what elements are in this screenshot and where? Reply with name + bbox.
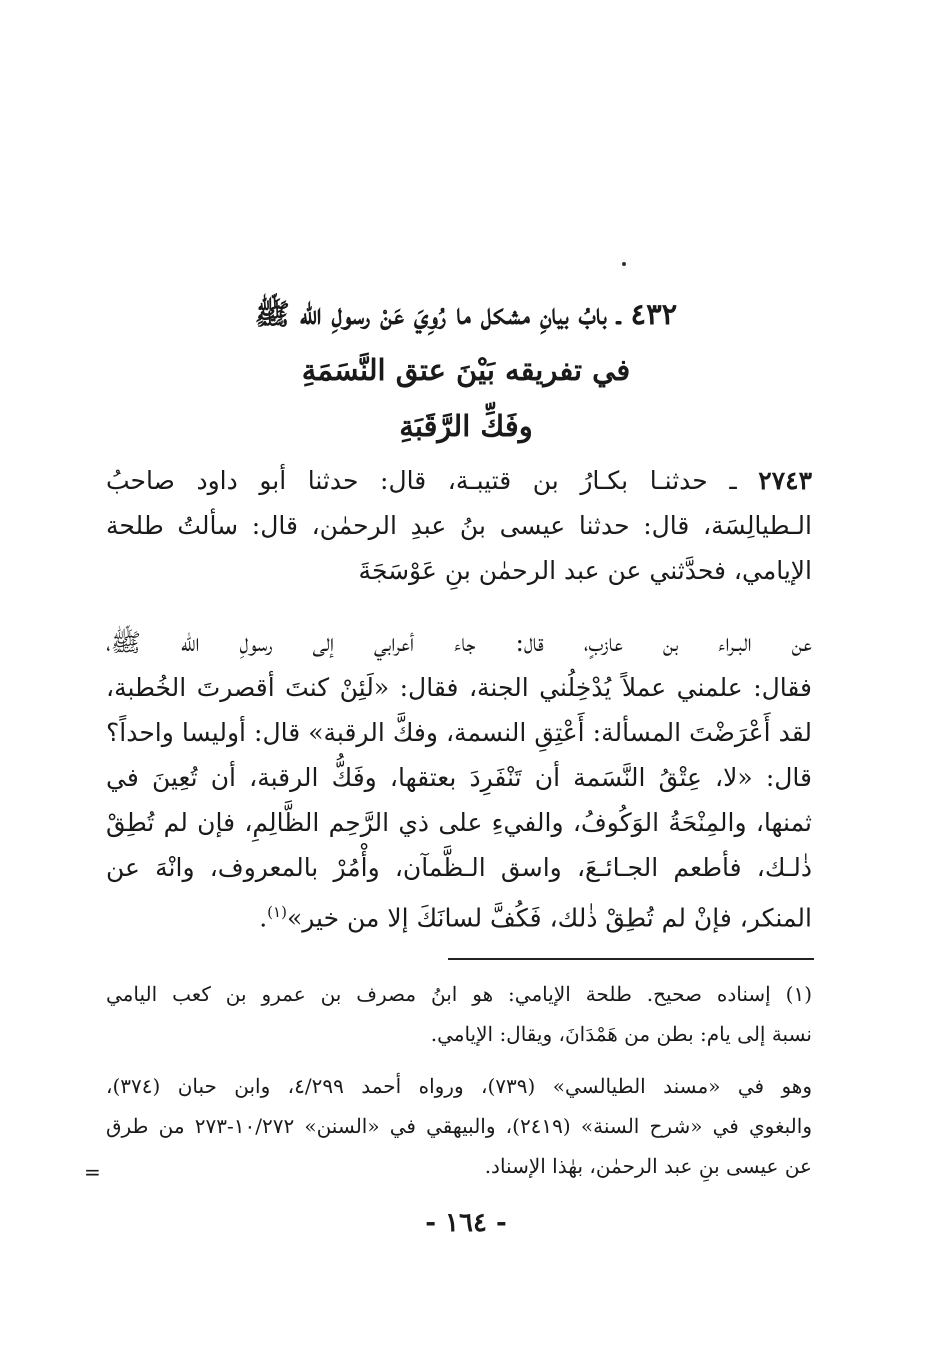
paragraph-line: ذٰلـك، فأطعم الجـائـعَ، واسق الـظَّمآن، وأْمُرْ بالمعروف، وانْهَ عن — [106, 853, 812, 882]
chapter-heading-line-1: ٤٣٢ ـ بابُ بيانِ مشكل ما رُوِيَ عَنْ رسولِ الله ﷺ — [254, 297, 678, 331]
paragraph-line: قال: «لا، عِتْقُ النَّسَمة أن تَنْفَرِدَ بعتقها، وفَكُّ الرقبة، أن تُعِينَ في — [106, 763, 812, 792]
paragraph-line — [106, 890, 812, 940]
paragraph-line-text: المنكر، فإنْ لم تُطِقْ ذٰلك، فَكُفَّ لسانَكَ إلا من خير» — [286, 903, 812, 933]
paragraph-line: الـطيالِسَة، قال: حدثنا عيسى بنُ عبدِ الرحمٰن، قال: سألتُ طلحة — [106, 511, 812, 540]
paragraph-line: لقد أَعْرَضْتَ المسألة: أَعْتِقِ النسمة، وفكَّ الرقبة» قال: أوليسا واحداً؟ — [106, 718, 812, 747]
paragraph-line: عن البـراء بن عازبٍ، قال: جاء أعرابي إلى رسولِ الله ﷺ، — [106, 628, 812, 657]
footnote-gap — [106, 1054, 812, 1066]
ink-dot — [622, 262, 626, 266]
continuation-mark: = — [84, 1160, 101, 1184]
hadith-number: ٢٧٤٣ — [758, 466, 812, 495]
paragraph-line: الإيامي، فحدَّثني عن عبد الرحمٰن بنِ عَوْسَجَةَ — [358, 556, 812, 585]
footnote-reference: (١) — [267, 903, 287, 921]
footnotes — [106, 974, 812, 1186]
footnote-line: عن عيسى بنِ عبد الرحمٰن، بهٰذا الإسناد. — [484, 1154, 812, 1178]
footnote-line: (١) إسناده صحيح. طلحة الإيامي: هو ابنُ مصرف بن عمرو بن كعب اليامي — [106, 982, 812, 1006]
footnote-line: وهو في «مسند الطيالسي» (٧٣٩)، ورواه أحمد ٤/٢٩٩، وابن حبان (٣٧٤)، — [106, 1074, 813, 1098]
paragraph-line-text: ـ حدثنـا بكـارُ بن قتيبـة، قال: حدثنا أبو داود صاحبُ — [106, 466, 759, 495]
chapter-heading — [120, 286, 812, 454]
paragraph-line: ثمنها، والمِنْحَةُ الوَكُوفُ، والفيءِ على ذي الرَّحِم الظَّالِمِ، فإن لم تُطِقْ — [106, 808, 812, 837]
chapter-heading-line-2: في تفريقه بَيْنَ عتق النَّسَمَةِ — [301, 353, 631, 387]
chapter-heading-line-3: وفَكِّ الرَّقَبَةِ — [399, 409, 533, 443]
footnote-line: نسبة إلى يام: بطن من هَمْدَانَ، ويقال: الإيامي. — [430, 1022, 812, 1046]
page-number: - ١٦٤ - — [425, 1208, 507, 1238]
sentence-end-mark: . — [259, 903, 268, 933]
hadith-chain-paragraph — [106, 458, 812, 593]
footnote-line: والبغوي في «شرح السنة» (٢٤١٩)، والبيهقي في «السنن» ١٠/٢٧٢-٢٧٣ من طرق — [106, 1114, 812, 1138]
footnote-separator — [448, 958, 814, 960]
hadith-text-paragraph — [106, 620, 812, 940]
paragraph-line: فقال: علمني عملاً يُدْخِلُني الجنة، فقال: «لَئِنْ كنتَ أقصرتَ الخُطبة، — [106, 673, 812, 702]
paragraph-line — [106, 458, 812, 503]
